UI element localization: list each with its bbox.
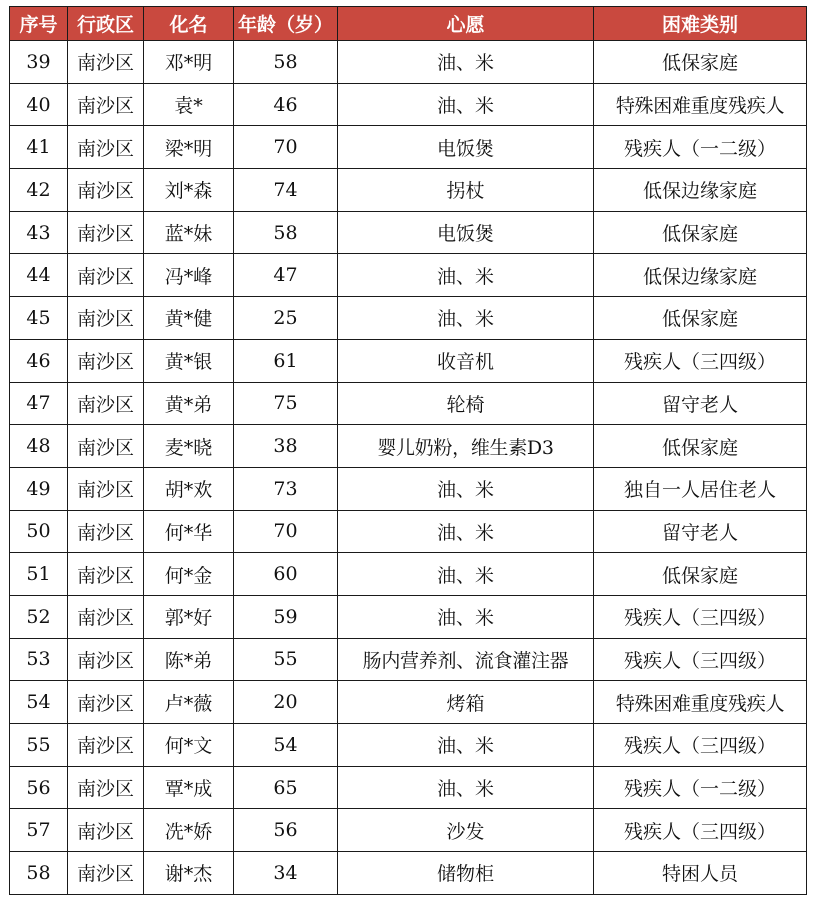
wish-cell: 电饭煲 (338, 211, 594, 254)
table-row (10, 382, 807, 425)
table-row (10, 211, 807, 254)
category-cell: 特困人员 (594, 852, 807, 895)
alias-cell: 胡*欢 (144, 467, 234, 510)
alias-cell: 郭*好 (144, 595, 234, 638)
district-cell: 南沙区 (68, 297, 144, 340)
serial-cell: 44 (10, 254, 68, 297)
table-row (10, 425, 807, 468)
serial-cell: 46 (10, 339, 68, 382)
category-cell: 低保家庭 (594, 211, 807, 254)
table-row (10, 126, 807, 169)
alias-cell: 邓*明 (144, 41, 234, 84)
wish-cell: 油、米 (338, 254, 594, 297)
table-row (10, 809, 807, 852)
table-header (10, 7, 807, 41)
header-age: 年龄（岁） (234, 7, 338, 41)
serial-cell: 42 (10, 169, 68, 212)
serial-cell: 56 (10, 766, 68, 809)
table-row (10, 339, 807, 382)
age-cell: 70 (234, 126, 338, 169)
serial-cell: 40 (10, 83, 68, 126)
age-cell: 58 (234, 211, 338, 254)
alias-cell: 谢*杰 (144, 852, 234, 895)
category-cell: 残疾人（三四级） (594, 724, 807, 767)
serial-cell: 55 (10, 724, 68, 767)
category-cell: 留守老人 (594, 382, 807, 425)
table-row (10, 681, 807, 724)
table-row (10, 638, 807, 681)
wish-cell: 肠内营养剂、流食灌注器 (338, 638, 594, 681)
serial-cell: 49 (10, 467, 68, 510)
alias-cell: 何*文 (144, 724, 234, 767)
table-row (10, 467, 807, 510)
header-serial: 序号 (10, 7, 68, 41)
district-cell: 南沙区 (68, 638, 144, 681)
category-cell: 留守老人 (594, 510, 807, 553)
wish-cell: 油、米 (338, 553, 594, 596)
district-cell: 南沙区 (68, 467, 144, 510)
alias-cell: 蓝*妹 (144, 211, 234, 254)
table-row (10, 83, 807, 126)
category-cell: 残疾人（一二级） (594, 126, 807, 169)
alias-cell: 陈*弟 (144, 638, 234, 681)
serial-cell: 48 (10, 425, 68, 468)
age-cell: 65 (234, 766, 338, 809)
district-cell: 南沙区 (68, 382, 144, 425)
table-row (10, 766, 807, 809)
header-category: 困难类别 (594, 7, 807, 41)
age-cell: 75 (234, 382, 338, 425)
wish-cell: 油、米 (338, 724, 594, 767)
age-cell: 56 (234, 809, 338, 852)
district-cell: 南沙区 (68, 211, 144, 254)
serial-cell: 57 (10, 809, 68, 852)
district-cell: 南沙区 (68, 766, 144, 809)
district-cell: 南沙区 (68, 83, 144, 126)
alias-cell: 刘*森 (144, 169, 234, 212)
category-cell: 低保家庭 (594, 41, 807, 84)
alias-cell: 麦*晓 (144, 425, 234, 468)
wish-cell: 烤箱 (338, 681, 594, 724)
age-cell: 61 (234, 339, 338, 382)
category-cell: 残疾人（三四级） (594, 595, 807, 638)
table-row (10, 595, 807, 638)
wish-cell: 油、米 (338, 83, 594, 126)
table-row (10, 724, 807, 767)
district-cell: 南沙区 (68, 809, 144, 852)
header-wish: 心愿 (338, 7, 594, 41)
alias-cell: 何*华 (144, 510, 234, 553)
header-alias: 化名 (144, 7, 234, 41)
alias-cell: 黄*健 (144, 297, 234, 340)
serial-cell: 58 (10, 852, 68, 895)
age-cell: 47 (234, 254, 338, 297)
wish-cell: 油、米 (338, 297, 594, 340)
table-body (10, 41, 807, 895)
alias-cell: 黄*银 (144, 339, 234, 382)
serial-cell: 52 (10, 595, 68, 638)
category-cell: 残疾人（三四级） (594, 339, 807, 382)
wish-cell: 油、米 (338, 595, 594, 638)
category-cell: 残疾人（一二级） (594, 766, 807, 809)
serial-cell: 53 (10, 638, 68, 681)
table-row (10, 553, 807, 596)
table-row (10, 41, 807, 84)
alias-cell: 冼*娇 (144, 809, 234, 852)
age-cell: 25 (234, 297, 338, 340)
serial-cell: 41 (10, 126, 68, 169)
table-row (10, 510, 807, 553)
header-district: 行政区 (68, 7, 144, 41)
wish-cell: 油、米 (338, 467, 594, 510)
district-cell: 南沙区 (68, 126, 144, 169)
age-cell: 55 (234, 638, 338, 681)
age-cell: 73 (234, 467, 338, 510)
wish-cell: 婴儿奶粉，维生素D3 (338, 425, 594, 468)
table-row (10, 297, 807, 340)
age-cell: 60 (234, 553, 338, 596)
category-cell: 低保边缘家庭 (594, 254, 807, 297)
category-cell: 特殊困难重度残疾人 (594, 83, 807, 126)
district-cell: 南沙区 (68, 724, 144, 767)
wish-cell: 轮椅 (338, 382, 594, 425)
alias-cell: 卢*薇 (144, 681, 234, 724)
serial-cell: 45 (10, 297, 68, 340)
wish-cell: 油、米 (338, 41, 594, 84)
age-cell: 74 (234, 169, 338, 212)
wish-list-table (9, 6, 807, 895)
alias-cell: 袁* (144, 83, 234, 126)
district-cell: 南沙区 (68, 254, 144, 297)
wish-cell: 拐杖 (338, 169, 594, 212)
district-cell: 南沙区 (68, 681, 144, 724)
category-cell: 残疾人（三四级） (594, 809, 807, 852)
age-cell: 34 (234, 852, 338, 895)
district-cell: 南沙区 (68, 169, 144, 212)
category-cell: 低保家庭 (594, 425, 807, 468)
alias-cell: 黄*弟 (144, 382, 234, 425)
age-cell: 38 (234, 425, 338, 468)
category-cell: 残疾人（三四级） (594, 638, 807, 681)
district-cell: 南沙区 (68, 425, 144, 468)
category-cell: 低保边缘家庭 (594, 169, 807, 212)
district-cell: 南沙区 (68, 595, 144, 638)
alias-cell: 覃*成 (144, 766, 234, 809)
district-cell: 南沙区 (68, 852, 144, 895)
category-cell: 特殊困难重度残疾人 (594, 681, 807, 724)
serial-cell: 47 (10, 382, 68, 425)
wish-cell: 油、米 (338, 766, 594, 809)
category-cell: 独自一人居住老人 (594, 467, 807, 510)
serial-cell: 50 (10, 510, 68, 553)
wish-cell: 储物柜 (338, 852, 594, 895)
age-cell: 46 (234, 83, 338, 126)
age-cell: 54 (234, 724, 338, 767)
alias-cell: 梁*明 (144, 126, 234, 169)
table-row (10, 852, 807, 895)
serial-cell: 54 (10, 681, 68, 724)
category-cell: 低保家庭 (594, 297, 807, 340)
wish-cell: 收音机 (338, 339, 594, 382)
age-cell: 70 (234, 510, 338, 553)
table-row (10, 169, 807, 212)
wish-cell: 电饭煲 (338, 126, 594, 169)
serial-cell: 51 (10, 553, 68, 596)
age-cell: 58 (234, 41, 338, 84)
wish-cell: 油、米 (338, 510, 594, 553)
header-row (10, 7, 807, 41)
wish-cell: 沙发 (338, 809, 594, 852)
district-cell: 南沙区 (68, 553, 144, 596)
district-cell: 南沙区 (68, 339, 144, 382)
age-cell: 59 (234, 595, 338, 638)
alias-cell: 冯*峰 (144, 254, 234, 297)
alias-cell: 何*金 (144, 553, 234, 596)
serial-cell: 43 (10, 211, 68, 254)
district-cell: 南沙区 (68, 510, 144, 553)
serial-cell: 39 (10, 41, 68, 84)
category-cell: 低保家庭 (594, 553, 807, 596)
age-cell: 20 (234, 681, 338, 724)
district-cell: 南沙区 (68, 41, 144, 84)
table-row (10, 254, 807, 297)
